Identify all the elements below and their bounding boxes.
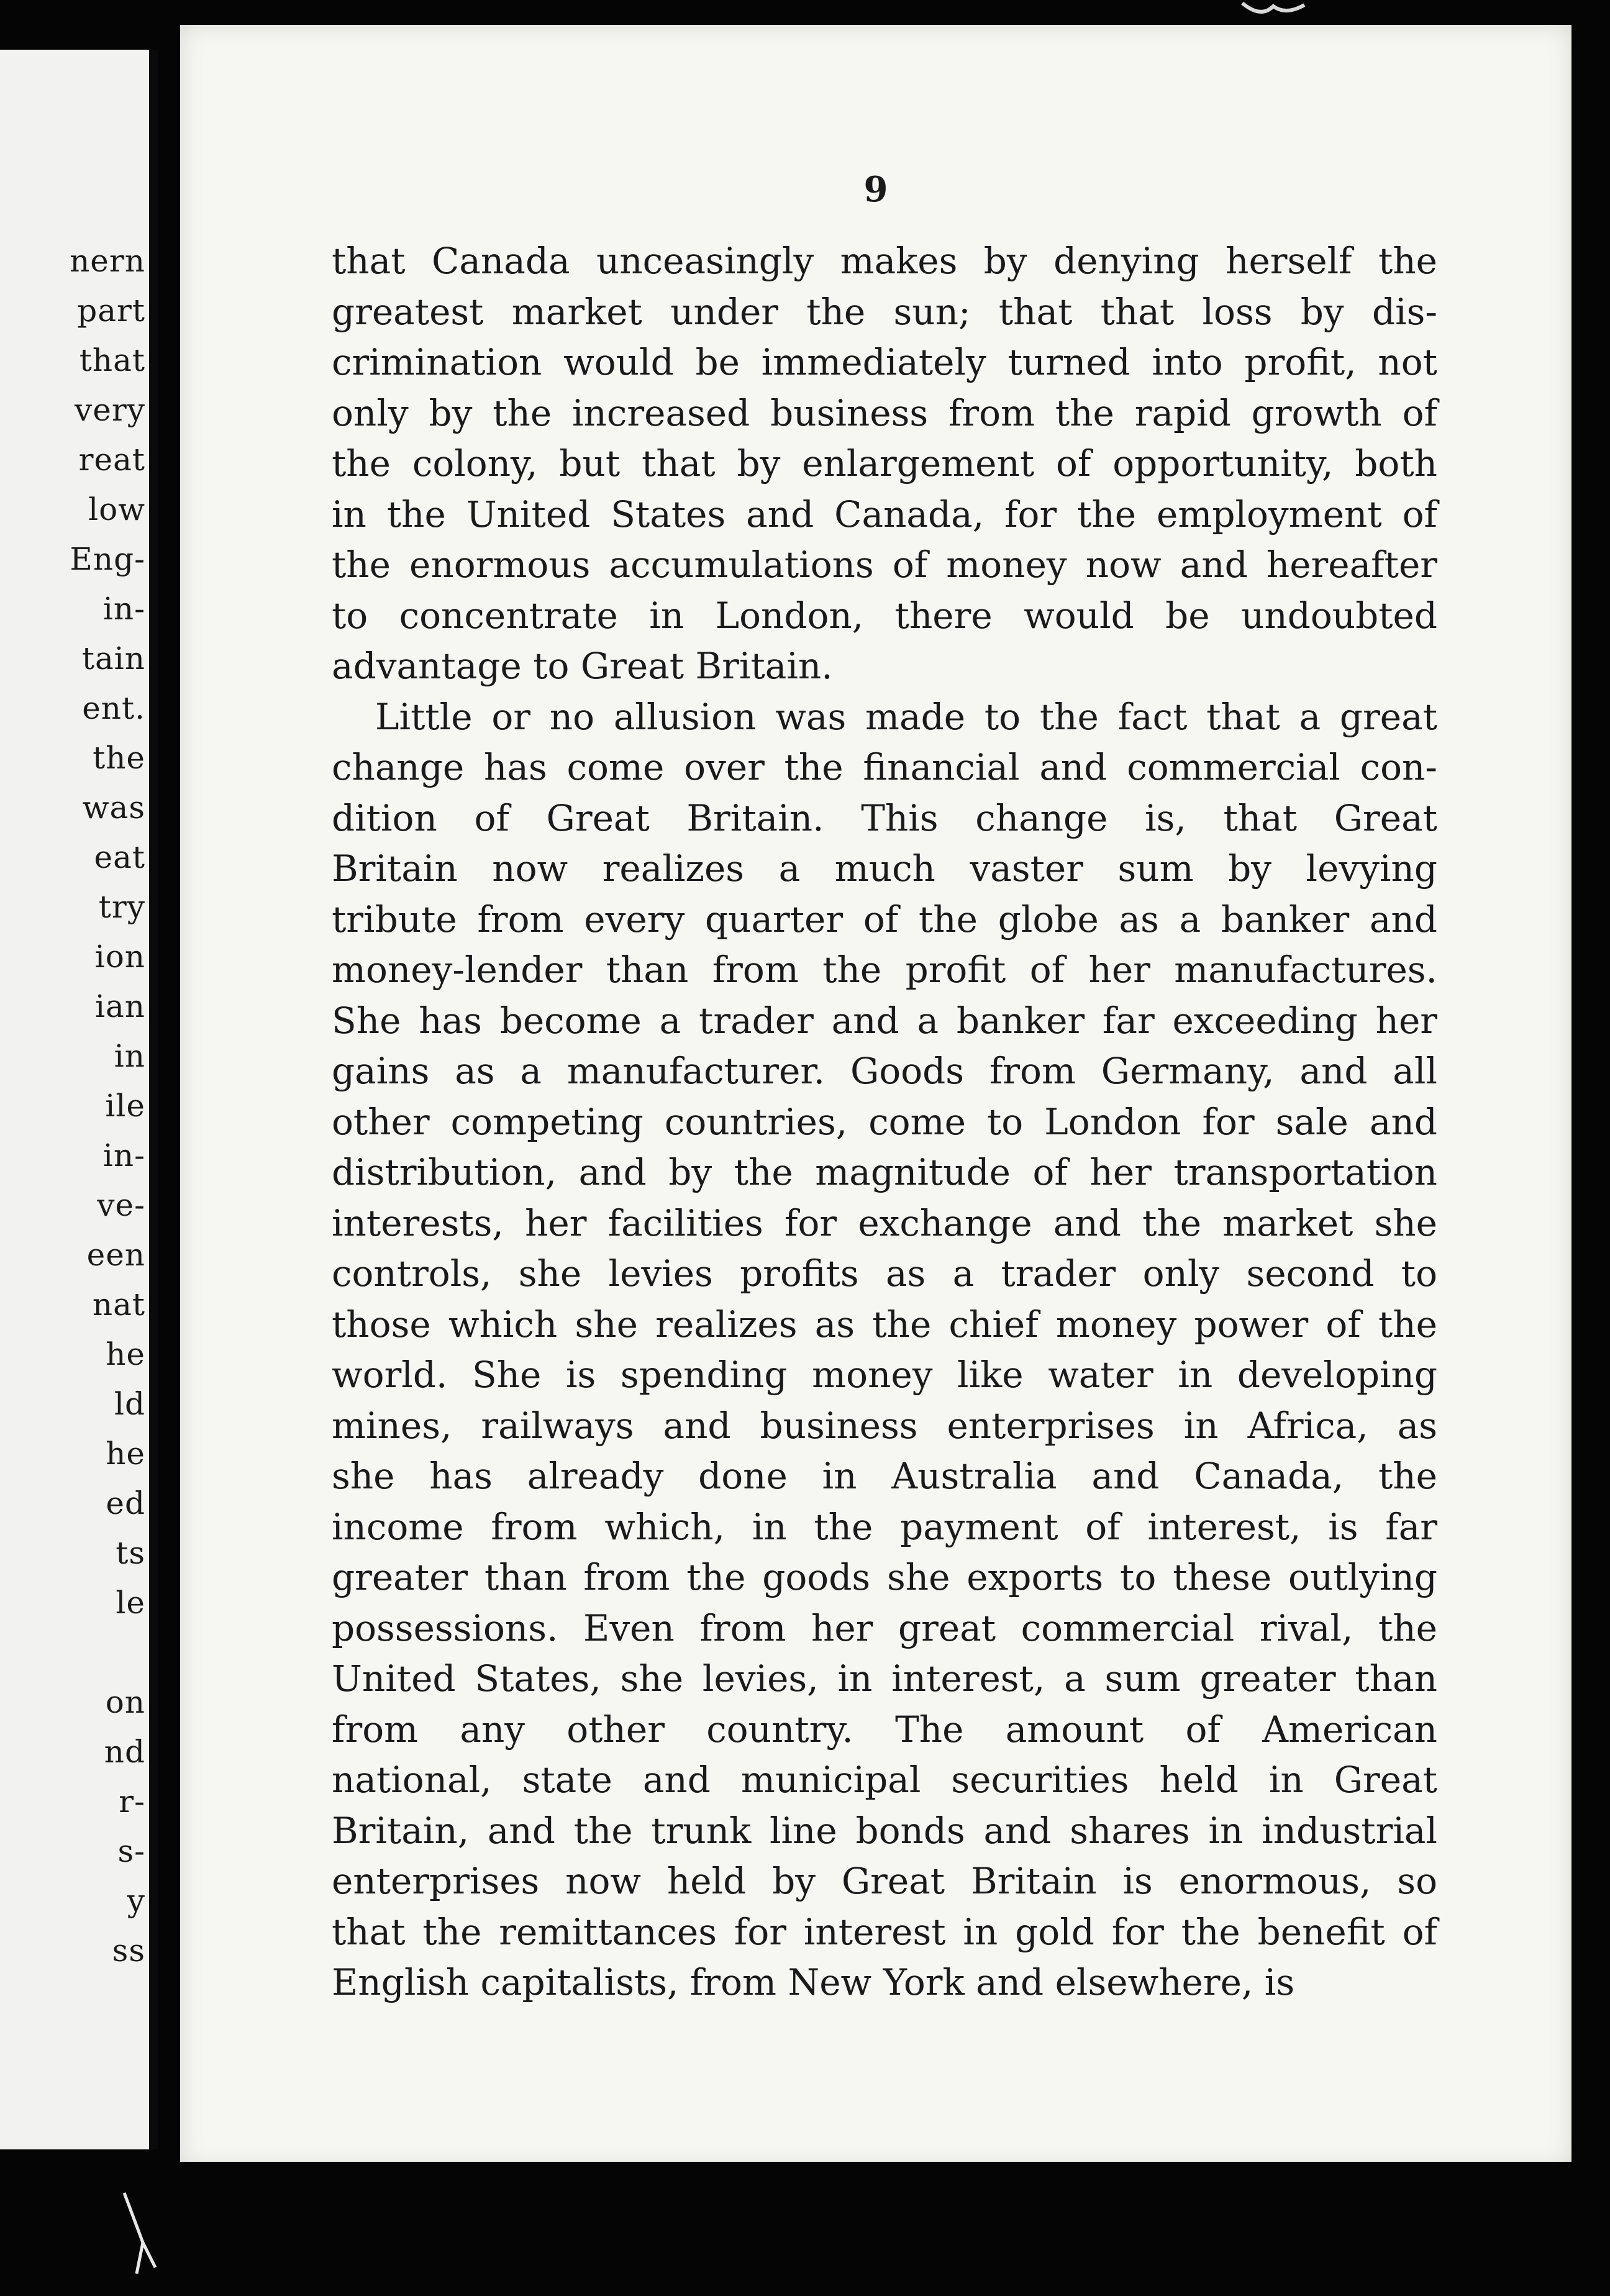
paragraph-1 [332, 236, 1437, 692]
text-line: the colony, but that by enlargement of opportunity, both [332, 442, 1437, 485]
previous-page-fragment: een [86, 1237, 145, 1273]
text-line: that the remittances for interest in gold for the benefit of [332, 1910, 1437, 1953]
previous-page-fragment: nern [70, 243, 145, 279]
text-line: income from which, in the payment of interest, is far [332, 1505, 1437, 1548]
previous-page-fragment: in [114, 1038, 145, 1074]
previous-page-fragment: reat [78, 442, 145, 478]
document-page [180, 25, 1571, 2168]
text-line: Britain, and the trunk line bonds and shares in industrial [332, 1809, 1437, 1852]
text-line: change has come over the financial and commercial con- [332, 746, 1437, 788]
text-line: Little or no allusion was made to the fact that a great [375, 695, 1437, 738]
text-line: gains as a manufacturer. Goods from Germany, and all [332, 1050, 1437, 1092]
text-line: that Canada unceasingly makes by denying herself the [332, 240, 1437, 282]
text-line: money-lender than from the profit of her manufactures. [332, 949, 1437, 991]
text-line: in the United States and Canada, for the employment of [332, 493, 1437, 535]
text-line: English capitalists, from New York and elsewhere, is [332, 1961, 1295, 2003]
text-line: dition of Great Britain. This change is, that Great [332, 796, 1437, 839]
scan-scratch-mark [118, 2187, 161, 2280]
previous-page-line-fragments [0, 236, 145, 1975]
previous-page-fragment: in- [102, 591, 145, 627]
text-line: other competing countries, come to London for sale and [332, 1100, 1437, 1143]
previous-page-fragment: Eng- [70, 541, 145, 577]
previous-page-fragment: on [105, 1684, 145, 1720]
text-line: interests, her facilities for exchange and the market she [332, 1201, 1437, 1244]
previous-page-fragment: r- [119, 1784, 145, 1820]
previous-page-fragment: ile [105, 1088, 145, 1124]
text-line: those which she realizes as the chief money power of the [332, 1303, 1437, 1346]
previous-page-fragment: the [93, 740, 145, 776]
previous-page-fragment: was [82, 790, 145, 826]
previous-page-fragment: he [106, 1436, 145, 1472]
previous-page-fragment: tain [81, 640, 145, 676]
body-text [332, 236, 1437, 2008]
previous-page-fragment: eat [94, 839, 145, 875]
previous-page-fragment: he [106, 1336, 145, 1372]
scan-dust-mark [1236, 0, 1311, 25]
previous-page-fragment: in- [102, 1137, 145, 1173]
previous-page-fragment: ld [114, 1386, 145, 1422]
previous-page-fragment: le [116, 1585, 145, 1621]
previous-page-fragment: very [75, 392, 145, 428]
previous-page-fragment: ve- [97, 1187, 145, 1223]
previous-page-fragment: y [127, 1883, 145, 1919]
previous-page-fragment: ed [106, 1485, 145, 1521]
text-line: the enormous accumulations of money now and hereafter [332, 544, 1437, 586]
text-line: She has become a trader and a banker far exceeding her [332, 999, 1437, 1042]
text-line: possessions. Even from her great commercial rival, the [332, 1606, 1437, 1649]
previous-page-fragment: ian [94, 988, 145, 1024]
text-line: enterprises now held by Great Britain is enormous, so [332, 1860, 1437, 1902]
text-line: mines, railways and business enterprises in Africa, as [332, 1404, 1437, 1447]
text-line: advantage to Great Britain. [332, 645, 833, 687]
previous-page-fragment: low [88, 491, 145, 527]
previous-page-fragment: part [77, 293, 145, 329]
previous-page-fragment: that [79, 342, 145, 378]
previous-page-fragment: try [98, 889, 145, 925]
previous-page-fragment: s- [117, 1833, 145, 1869]
page-number: 9 [863, 169, 888, 210]
text-line: to concentrate in London, there would be undoubted [332, 594, 1437, 637]
text-line: tribute from every quarter of the globe as a banker and [332, 898, 1437, 941]
previous-page-fragment: ent. [82, 690, 145, 726]
text-line: distribution, and by the magnitude of her transportation [332, 1151, 1437, 1193]
previous-page-edge [0, 50, 158, 2149]
text-line: national, state and municipal securities held in Great [332, 1759, 1437, 1801]
text-line: Britain now realizes a much vaster sum by levying [332, 847, 1437, 890]
previous-page-fragment: ion [94, 939, 145, 975]
previous-page-fragment: nd [104, 1734, 145, 1770]
scan-border-bottom [0, 2162, 1610, 2296]
previous-page-fragment: ts [116, 1535, 145, 1571]
text-line: greatest market under the sun; that that loss by dis- [332, 290, 1437, 333]
text-line: only by the increased business from the rapid growth of [332, 391, 1437, 434]
text-line: United States, she levies, in interest, a sum greater than [332, 1657, 1437, 1700]
previous-page-fragment [0, 1628, 145, 1677]
text-line: crimination would be immediately turned into profit, not [332, 341, 1437, 383]
previous-page-fragment: ss [112, 1933, 145, 1969]
previous-page-fragment: nat [92, 1287, 145, 1323]
text-line: she has already done in Australia and Canada, the [332, 1455, 1437, 1497]
text-line: greater than from the goods she exports to these outlying [332, 1556, 1437, 1598]
text-line: controls, she levies profits as a trader only second to [332, 1252, 1437, 1295]
text-line: from any other country. The amount of American [332, 1708, 1437, 1751]
paragraph-2 [332, 692, 1437, 2008]
text-line: world. She is spending money like water in developing [332, 1354, 1437, 1396]
